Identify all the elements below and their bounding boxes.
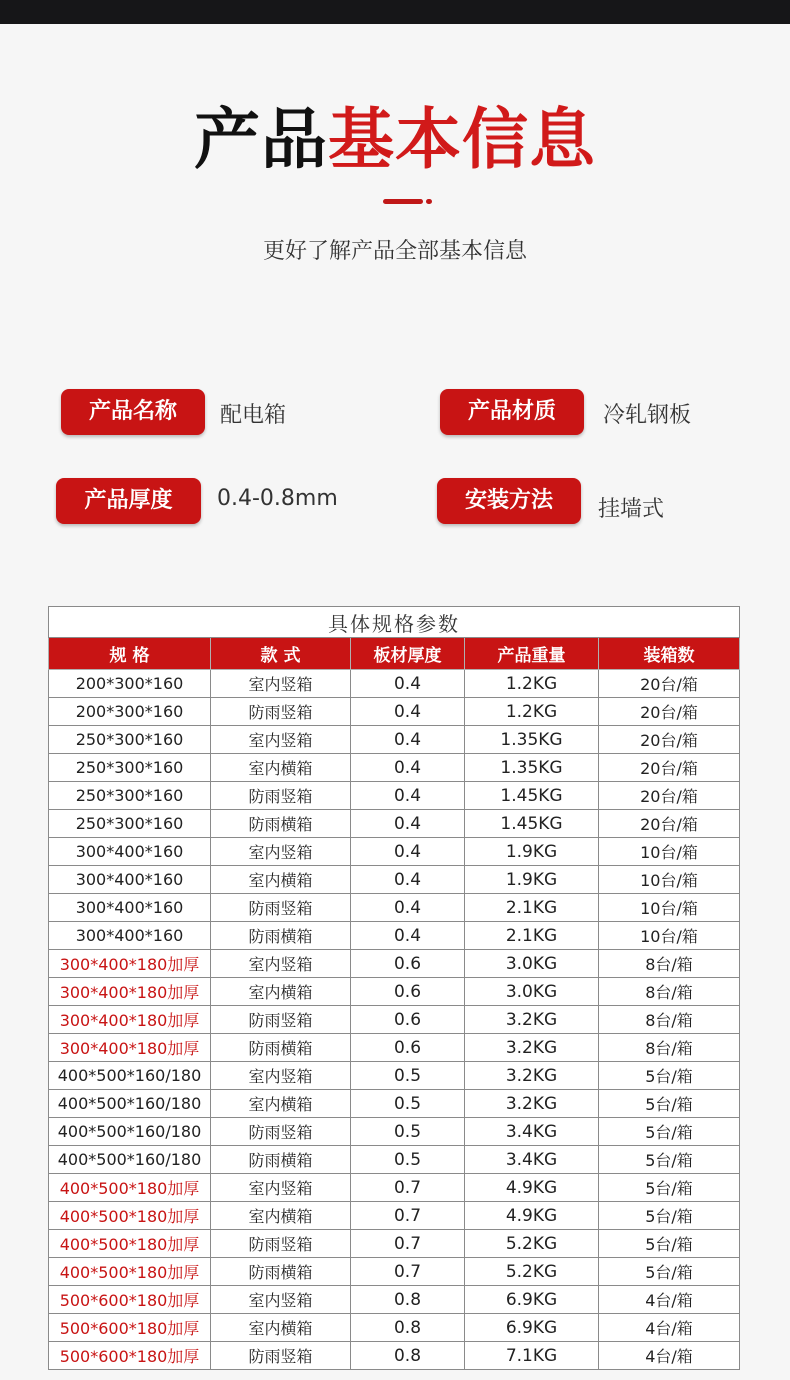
cell-pack: 5台/箱 [599, 1202, 740, 1230]
cell-spec: 300*400*180加厚 [49, 1034, 211, 1062]
header-pack: 装箱数 [599, 638, 740, 670]
cell-style: 室内竖箱 [211, 1286, 351, 1314]
cell-spec: 400*500*180加厚 [49, 1230, 211, 1258]
cell-spec: 300*400*160 [49, 838, 211, 866]
cell-thickness: 0.5 [351, 1062, 465, 1090]
cell-pack: 20台/箱 [599, 698, 740, 726]
cell-thickness: 0.4 [351, 782, 465, 810]
cell-pack: 20台/箱 [599, 726, 740, 754]
product-thickness-value: 0.4-0.8mm [217, 486, 338, 511]
cell-style: 防雨横箱 [211, 922, 351, 950]
cell-pack: 4台/箱 [599, 1342, 740, 1370]
cell-thickness: 0.4 [351, 810, 465, 838]
table-row [49, 838, 740, 866]
table-row [49, 1006, 740, 1034]
cell-weight: 3.4KG [465, 1118, 599, 1146]
cell-spec: 300*400*180加厚 [49, 950, 211, 978]
cell-pack: 20台/箱 [599, 754, 740, 782]
cell-spec: 200*300*160 [49, 698, 211, 726]
cell-thickness: 0.4 [351, 698, 465, 726]
table-row [49, 1034, 740, 1062]
product-name-badge: 产品名称 [61, 389, 205, 435]
cell-thickness: 0.5 [351, 1090, 465, 1118]
cell-spec: 400*500*160/180 [49, 1062, 211, 1090]
cell-style: 室内横箱 [211, 754, 351, 782]
table-row [49, 810, 740, 838]
cell-thickness: 0.7 [351, 1230, 465, 1258]
title-red-part: 基本信息 [328, 101, 596, 178]
cell-style: 防雨横箱 [211, 810, 351, 838]
cell-thickness: 0.4 [351, 726, 465, 754]
cell-pack: 10台/箱 [599, 866, 740, 894]
cell-pack: 5台/箱 [599, 1090, 740, 1118]
cell-thickness: 0.5 [351, 1146, 465, 1174]
cell-style: 室内竖箱 [211, 1062, 351, 1090]
cell-style: 室内竖箱 [211, 670, 351, 698]
cell-style: 防雨横箱 [211, 1034, 351, 1062]
cell-thickness: 0.7 [351, 1174, 465, 1202]
cell-pack: 5台/箱 [599, 1062, 740, 1090]
cell-thickness: 0.7 [351, 1202, 465, 1230]
table-row [49, 754, 740, 782]
cell-pack: 20台/箱 [599, 782, 740, 810]
table-row [49, 782, 740, 810]
cell-weight: 3.2KG [465, 1006, 599, 1034]
cell-thickness: 0.8 [351, 1314, 465, 1342]
cell-style: 防雨竖箱 [211, 782, 351, 810]
cell-style: 防雨横箱 [211, 1258, 351, 1286]
header-style: 款 式 [211, 638, 351, 670]
table-row [49, 1230, 740, 1258]
cell-style: 室内横箱 [211, 1314, 351, 1342]
product-material-badge: 产品材质 [440, 389, 584, 435]
cell-thickness: 0.4 [351, 838, 465, 866]
cell-style: 室内横箱 [211, 866, 351, 894]
install-method-badge: 安装方法 [437, 478, 581, 524]
cell-style: 防雨横箱 [211, 1146, 351, 1174]
cell-weight: 2.1KG [465, 922, 599, 950]
cell-pack: 5台/箱 [599, 1174, 740, 1202]
cell-weight: 1.45KG [465, 810, 599, 838]
cell-style: 室内竖箱 [211, 726, 351, 754]
table-row [49, 1062, 740, 1090]
table-row [49, 1090, 740, 1118]
page-title [0, 98, 790, 182]
cell-thickness: 0.8 [351, 1342, 465, 1370]
cell-thickness: 0.6 [351, 950, 465, 978]
cell-weight: 1.35KG [465, 726, 599, 754]
cell-weight: 2.1KG [465, 894, 599, 922]
cell-weight: 4.9KG [465, 1202, 599, 1230]
cell-pack: 20台/箱 [599, 670, 740, 698]
cell-thickness: 0.6 [351, 978, 465, 1006]
cell-weight: 6.9KG [465, 1314, 599, 1342]
cell-style: 防雨竖箱 [211, 698, 351, 726]
table-row [49, 1258, 740, 1286]
cell-pack: 8台/箱 [599, 1006, 740, 1034]
cell-pack: 5台/箱 [599, 1230, 740, 1258]
header-weight: 产品重量 [465, 638, 599, 670]
top-bar [0, 0, 790, 24]
product-material-value: 冷轧钢板 [603, 403, 692, 428]
cell-spec: 400*500*180加厚 [49, 1174, 211, 1202]
cell-thickness: 0.5 [351, 1118, 465, 1146]
cell-spec: 400*500*160/180 [49, 1090, 211, 1118]
table-row [49, 1286, 740, 1314]
header-thickness: 板材厚度 [351, 638, 465, 670]
cell-spec: 400*500*180加厚 [49, 1202, 211, 1230]
cell-weight: 3.0KG [465, 950, 599, 978]
cell-style: 室内横箱 [211, 1090, 351, 1118]
product-thickness-badge: 产品厚度 [56, 478, 201, 524]
cell-weight: 1.2KG [465, 670, 599, 698]
table-row [49, 670, 740, 698]
cell-weight: 1.45KG [465, 782, 599, 810]
cell-thickness: 0.4 [351, 670, 465, 698]
table-row [49, 698, 740, 726]
cell-pack: 10台/箱 [599, 838, 740, 866]
cell-weight: 6.9KG [465, 1286, 599, 1314]
cell-weight: 1.9KG [465, 838, 599, 866]
cell-style: 防雨竖箱 [211, 894, 351, 922]
cell-style: 防雨竖箱 [211, 1006, 351, 1034]
cell-thickness: 0.4 [351, 894, 465, 922]
cell-spec: 300*400*160 [49, 894, 211, 922]
cell-weight: 7.1KG [465, 1342, 599, 1370]
cell-weight: 3.2KG [465, 1062, 599, 1090]
table-row [49, 1342, 740, 1370]
cell-spec: 250*300*160 [49, 754, 211, 782]
table-row [49, 1202, 740, 1230]
table-caption: 具体规格参数 [49, 607, 740, 638]
cell-thickness: 0.6 [351, 1034, 465, 1062]
table-row [49, 978, 740, 1006]
cell-weight: 3.2KG [465, 1090, 599, 1118]
cell-weight: 1.9KG [465, 866, 599, 894]
table-row [49, 1146, 740, 1174]
cell-weight: 5.2KG [465, 1258, 599, 1286]
cell-spec: 400*500*180加厚 [49, 1258, 211, 1286]
cell-weight: 1.2KG [465, 698, 599, 726]
cell-weight: 3.4KG [465, 1146, 599, 1174]
table-row [49, 726, 740, 754]
cell-style: 防雨竖箱 [211, 1230, 351, 1258]
cell-spec: 300*400*160 [49, 922, 211, 950]
title-black-part: 产品 [194, 101, 328, 178]
cell-pack: 8台/箱 [599, 1034, 740, 1062]
cell-spec: 400*500*160/180 [49, 1146, 211, 1174]
cell-weight: 1.35KG [465, 754, 599, 782]
page-subtitle: 更好了解产品全部基本信息 [262, 239, 527, 264]
cell-pack: 8台/箱 [599, 978, 740, 1006]
cell-spec: 500*600*180加厚 [49, 1342, 211, 1370]
cell-weight: 3.2KG [465, 1034, 599, 1062]
cell-weight: 3.0KG [465, 978, 599, 1006]
cell-pack: 10台/箱 [599, 922, 740, 950]
install-method-value: 挂墙式 [598, 497, 665, 522]
cell-thickness: 0.4 [351, 922, 465, 950]
cell-style: 防雨竖箱 [211, 1342, 351, 1370]
header-spec: 规 格 [49, 638, 211, 670]
title-underline [383, 199, 423, 204]
table-row [49, 1314, 740, 1342]
table-row [49, 950, 740, 978]
table-row [49, 922, 740, 950]
cell-thickness: 0.4 [351, 866, 465, 894]
cell-pack: 4台/箱 [599, 1286, 740, 1314]
cell-pack: 8台/箱 [599, 950, 740, 978]
cell-pack: 10台/箱 [599, 894, 740, 922]
table-header-row [49, 638, 740, 670]
cell-thickness: 0.8 [351, 1286, 465, 1314]
table-row [49, 866, 740, 894]
cell-style: 室内横箱 [211, 1202, 351, 1230]
cell-pack: 20台/箱 [599, 810, 740, 838]
cell-pack: 5台/箱 [599, 1118, 740, 1146]
cell-pack: 4台/箱 [599, 1314, 740, 1342]
cell-spec: 400*500*160/180 [49, 1118, 211, 1146]
cell-spec: 200*300*160 [49, 670, 211, 698]
table-row [49, 894, 740, 922]
cell-spec: 250*300*160 [49, 810, 211, 838]
cell-thickness: 0.7 [351, 1258, 465, 1286]
spec-table [48, 606, 740, 1370]
cell-weight: 5.2KG [465, 1230, 599, 1258]
cell-pack: 5台/箱 [599, 1258, 740, 1286]
cell-style: 室内竖箱 [211, 950, 351, 978]
cell-style: 室内横箱 [211, 978, 351, 1006]
cell-style: 室内竖箱 [211, 838, 351, 866]
cell-spec: 300*400*180加厚 [49, 1006, 211, 1034]
table-row [49, 1118, 740, 1146]
cell-spec: 300*400*160 [49, 866, 211, 894]
cell-style: 室内竖箱 [211, 1174, 351, 1202]
cell-thickness: 0.6 [351, 1006, 465, 1034]
cell-spec: 500*600*180加厚 [49, 1286, 211, 1314]
cell-weight: 4.9KG [465, 1174, 599, 1202]
cell-pack: 5台/箱 [599, 1146, 740, 1174]
title-underline-dot [426, 199, 432, 204]
product-name-value: 配电箱 [220, 403, 287, 428]
cell-spec: 250*300*160 [49, 782, 211, 810]
cell-spec: 250*300*160 [49, 726, 211, 754]
cell-style: 防雨竖箱 [211, 1118, 351, 1146]
cell-thickness: 0.4 [351, 754, 465, 782]
cell-spec: 500*600*180加厚 [49, 1314, 211, 1342]
table-row [49, 1174, 740, 1202]
table-caption-row [49, 607, 740, 638]
cell-spec: 300*400*180加厚 [49, 978, 211, 1006]
